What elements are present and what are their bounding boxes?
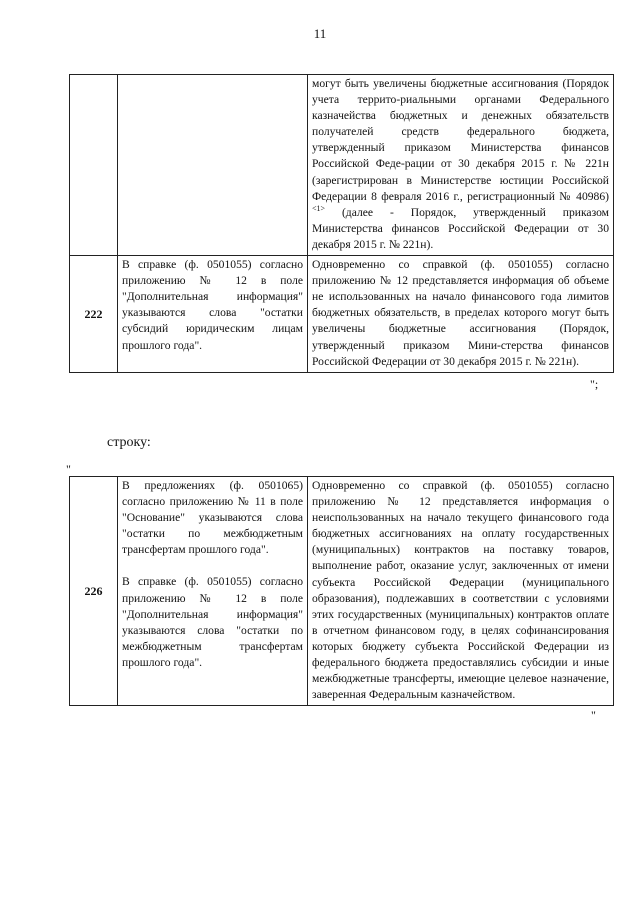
table-row: [70, 75, 614, 256]
closing-quote-mark: ";: [590, 377, 599, 391]
condition-paragraph: В справке (ф. 0501055) согласно приложению № 12 в поле "Дополнительная информация" указываются слова "остатки по межбюджетным трансфертам прошлого года".: [122, 575, 303, 669]
row-description-cell: [308, 75, 614, 256]
description-text-continued: (далее - Порядок, утвержденный приказом Министерства финансов Российской Федерации от 30 декабря 2015 г. № 221н).: [312, 205, 609, 251]
row-number-cell: [70, 75, 118, 256]
table-new-row: [69, 476, 614, 706]
row-condition-cell: [118, 75, 308, 256]
opening-quote-mark: ": [66, 462, 71, 476]
row-condition-cell: [118, 477, 308, 706]
condition-paragraph: В предложениях (ф. 0501065) согласно приложению № 11 в поле "Основание" указываются слова "остатки по межбюджетным трансфертам прошлого года".: [122, 479, 303, 557]
footnote-marker: <1>: [312, 203, 326, 213]
table-row: [70, 477, 614, 706]
closing-quote-mark: ": [591, 708, 596, 722]
row-label-text: строку:: [107, 435, 151, 450]
row-number-cell: 222: [70, 256, 118, 373]
row-condition-cell: В справке (ф. 0501055) согласно приложению № 12 в поле "Дополнительная информация" указываются слова "остатки субсидий юридическим лицам прошлого года".: [118, 256, 308, 373]
row-description-cell: Одновременно со справкой (ф. 0501055) согласно приложению № 12 представляется информация о неиспользованных на начало текущего финансового года бюджетных ассигнованиях на оплату государственных (муниципальных) контрактов на поставку товаров, выполнение работ, оказание услуг, заключенных от имени субъекта Российской Федерации (муниципального образования), подлежавших в соответствии с условиями этих государственных (муниципальных) контрактов оплате в отчетном финансовом году, в целях софинансирования которых бюджету субъекта Российской Федерации из федерального бюджета предоставлялись субсидии и иные межбюджетные трансферты, имеющие целевое назначение, заверенная Федеральным казначейством.: [308, 477, 614, 706]
description-text: могут быть увеличены бюджетные ассигнования (Порядок учета террито-риальными органами Федерального казначейства бюджетных и денежных обязательств получателей средств федерального бюджета, утвержденный приказом Министерства финансов Российской Феде-рации от 30 декабря 2015 г. № 221н (зарегистрирован в Министерстве юстиции Российской Федерации 8 февраля 2016 г., регистрационный № 40986): [312, 77, 609, 203]
page-number: 11: [313, 26, 327, 41]
table-previous-rows: [69, 74, 614, 373]
row-description-cell: Одновременно со справкой (ф. 0501055) согласно приложению № 12 представляется информация об объеме не использованных на начало финансового года лимитов бюджетных обязательств, в пределах которого могут быть увеличены бюджетные ассигнования (Порядок, утвержденный приказом Мини-стерства финансов Российской Федерации от 30 декабря 2015 г. № 221н).: [308, 256, 614, 373]
row-number-cell: 226: [70, 477, 118, 706]
table-row: [70, 256, 614, 373]
